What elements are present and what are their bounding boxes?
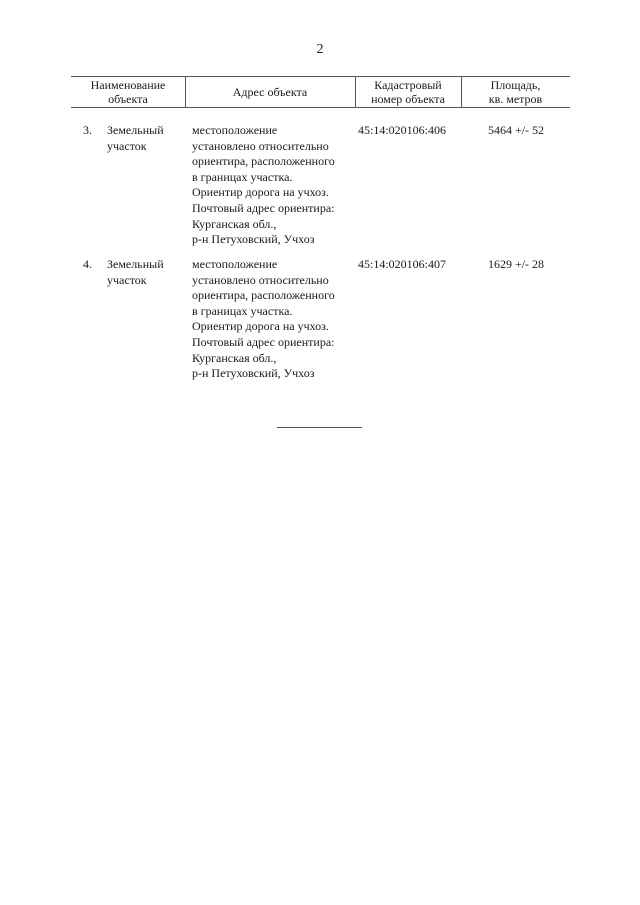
header-object-address [185,77,355,107]
header-area-line2: кв. метров [488,92,543,106]
header-cadastral-line1: Кадастровый [374,78,442,92]
row-area: 1629 +/- 28 [487,257,545,271]
table-header [71,76,570,108]
row-address-line: Ориентир дорога на учхоз. [192,185,329,200]
header-area [461,77,570,107]
row-object-name [107,123,187,154]
header-object-name [71,77,185,107]
row-address-line: местоположение [192,123,278,137]
row-address-line: в границах участка. [192,169,293,184]
row-object-name-line: Земельный [107,123,164,137]
row-address-line: Почтовый адрес ориентира: [192,334,335,349]
row-object-address [192,123,362,248]
row-address-line: установлено относительно [192,138,329,153]
row-object-name-line: Земельный [107,257,164,271]
header-object-name-line1: Наименование [90,78,166,92]
header-area-line1: Площадь, [490,78,541,92]
header-cadastral-line2: номер объекта [371,92,445,106]
row-address-line: ориентира, расположенного [192,288,335,303]
header-cadastral-number [355,77,461,107]
row-object-name [107,257,187,288]
row-address-line: р-н Петуховский, Учхоз [192,366,315,381]
row-address-line: Курганская обл., [192,350,277,365]
row-number: 3. [83,123,92,137]
row-address-line: р-н Петуховский, Учхоз [192,232,315,247]
row-cadastral-number: 45:14:020106:407 [358,257,447,271]
row-address-line: местоположение [192,257,278,271]
end-of-document-line [277,427,362,428]
row-address-line: установлено относительно [192,272,329,287]
header-object-name-line2: объекта [108,92,148,106]
header-object-address-line1: Адрес объекта [232,85,308,99]
row-cadastral-number: 45:14:020106:406 [358,123,447,137]
row-address-line: Почтовый адрес ориентира: [192,200,335,215]
row-address-line: ориентира, расположенного [192,154,335,169]
row-area: 5464 +/- 52 [487,123,545,137]
row-address-line: в границах участка. [192,303,293,318]
row-address-line: Курганская обл., [192,216,277,231]
row-object-address [192,257,362,382]
row-object-name-line: участок [107,272,147,287]
page-number: 2 [316,42,324,57]
row-address-line: Ориентир дорога на учхоз. [192,319,329,334]
row-number: 4. [83,257,92,271]
row-object-name-line: участок [107,138,147,153]
